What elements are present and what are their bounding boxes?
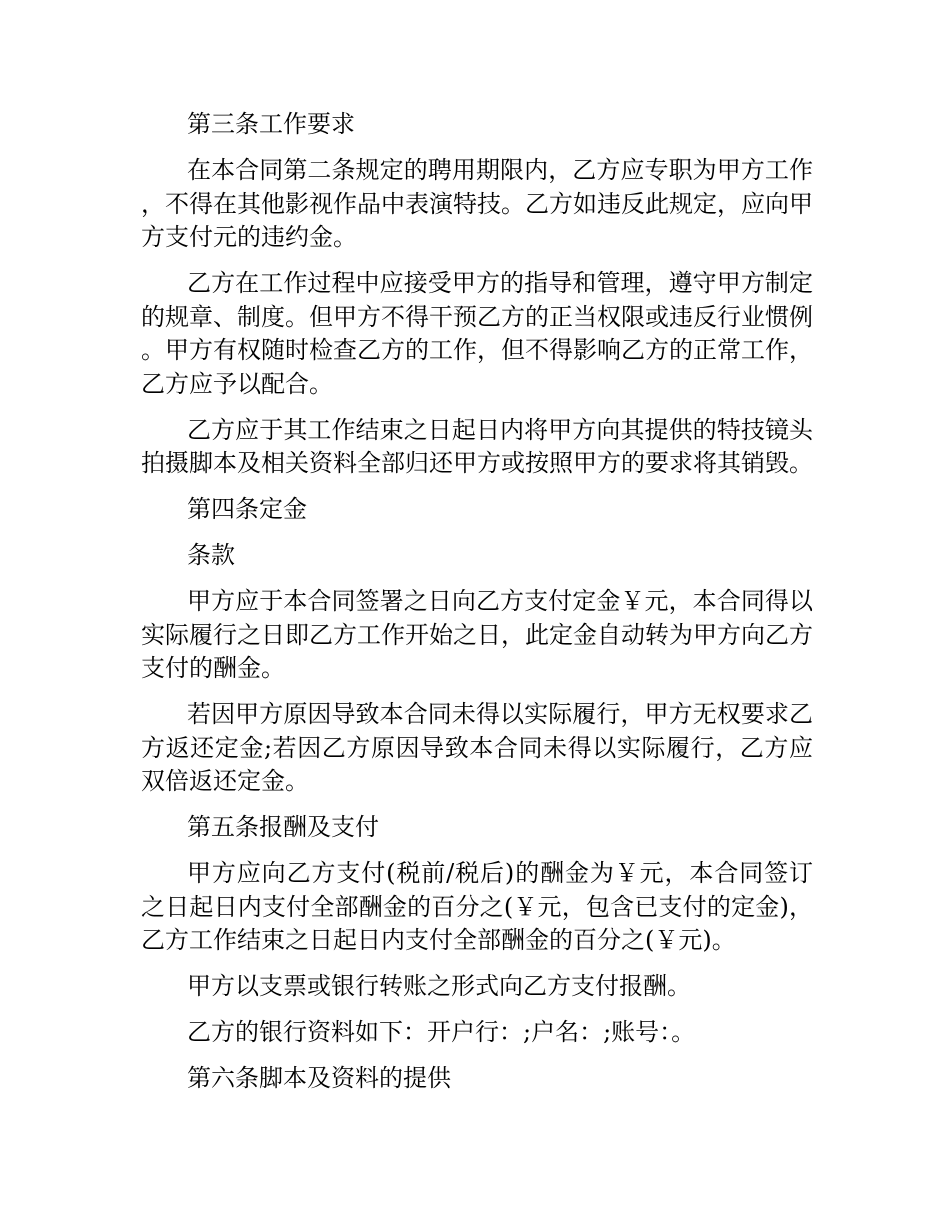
article-3-paragraph-return-materials: 乙方应于其工作结束之日起日内将甲方向其提供的特技镜头拍摄脚本及相关资料全部归还甲方或按照甲方的要求将其销毁。: [141, 415, 813, 477]
article-4-subheading: 条款: [187, 541, 235, 569]
article-3-paragraph-guidance: 乙方在工作过程中应接受甲方的指导和管理，遵守甲方制定的规章、制度。但甲方不得干预乙方的正当权限或违反行业惯例。甲方有权随时检查乙方的工作，但不得影响乙方的正常工作，乙方应予以配合。: [141, 269, 813, 398]
article-3-heading: 第三条工作要求: [187, 110, 355, 138]
article-5-paragraph-remuneration: 甲方应向乙方支付(税前/税后)的酬金为￥元，本合同签订之日起日内支付全部酬金的百分之(￥元，包含已支付的定金)，乙方工作结束之日起日内支付全部酬金的百分之(￥元)。: [141, 859, 813, 954]
article-6-heading: 第六条脚本及资料的提供: [187, 1064, 451, 1092]
article-4-paragraph-deposit: 甲方应于本合同签署之日向乙方支付定金￥元，本合同得以实际履行之日即乙方工作开始之日，此定金自动转为甲方向乙方支付的酬金。: [141, 587, 813, 682]
article-5-paragraph-payment-method: 甲方以支票或银行转账之形式向乙方支付报酬。: [187, 972, 691, 1000]
document-page: [141, 108, 813, 1108]
article-5-heading: 第五条报酬及支付: [187, 813, 379, 841]
article-4-heading: 第四条定金: [187, 495, 307, 523]
article-5-paragraph-bank-info: 乙方的银行资料如下：开户行：;户名：;账号：。: [187, 1018, 696, 1046]
article-3-paragraph-exclusive-work: 在本合同第二条规定的聘用期限内，乙方应专职为甲方工作，不得在其他影视作品中表演特技。乙方如违反此规定，应向甲方支付元的违约金。: [141, 156, 813, 251]
article-4-paragraph-deposit-refund: 若因甲方原因导致本合同未得以实际履行，甲方无权要求乙方返还定金;若因乙方原因导致本合同未得以实际履行，乙方应双倍返还定金。: [141, 700, 813, 795]
